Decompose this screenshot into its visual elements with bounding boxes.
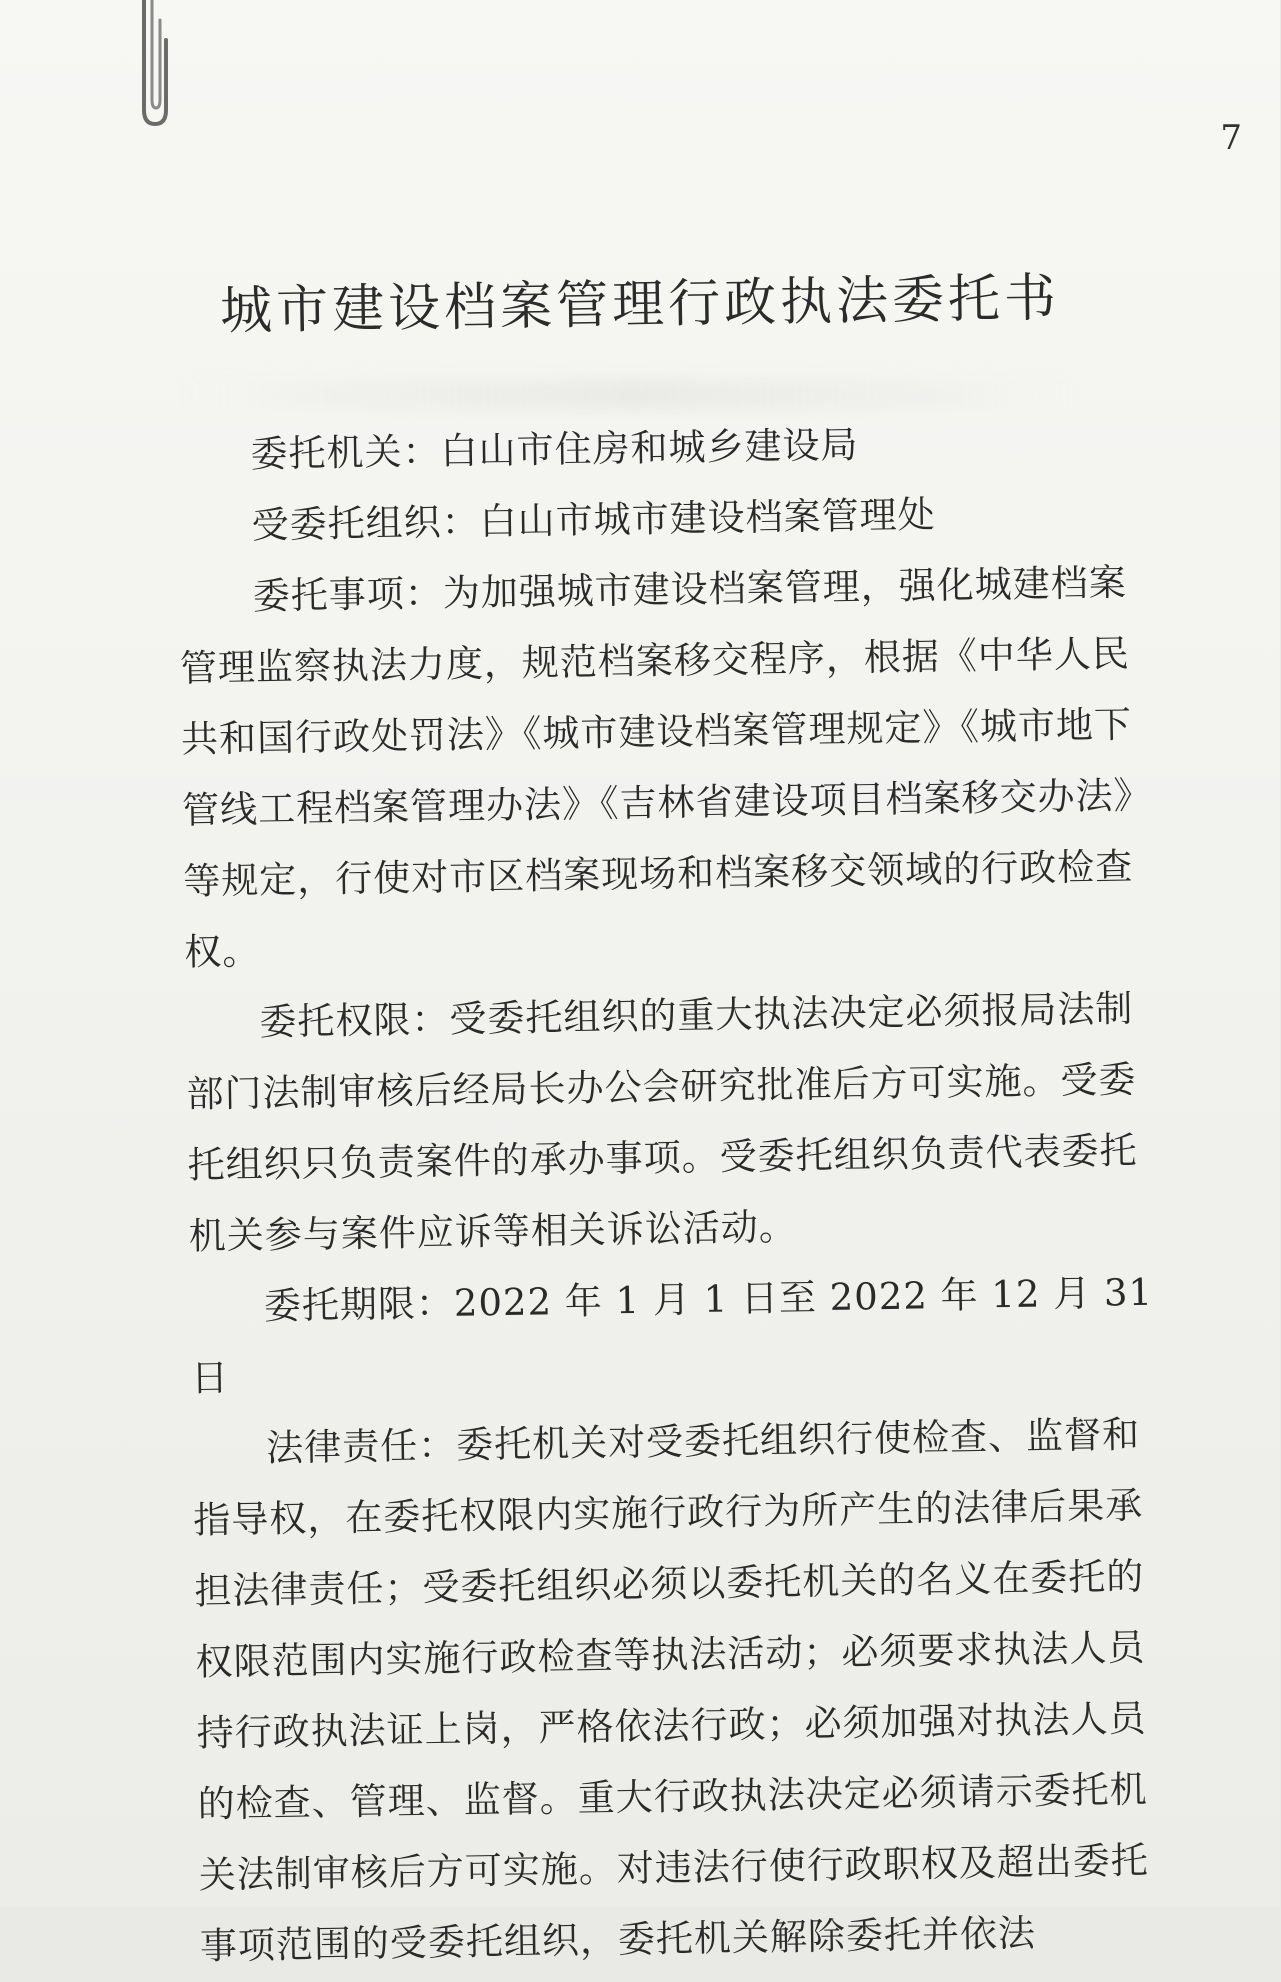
- field-label: 委托权限：: [259, 997, 450, 1044]
- field-value: 为加强城市建设档案管理，强化城建档案管理监察执法力度，规范档案移交程序，根据《中华人民共和国行政处罚法》《城市建设档案管理规定》《城市地下管线工程档案管理办法》《吉林省建设项目档案移交办法》等规定，行使对市区档案现场和档案移交领域的行政检查权。: [179, 561, 1152, 974]
- field-value: 受委托组织的重大执法决定必须报局法制部门法制审核后经局长办公会研究批准后方可实施。受委托组织只负责案件的承办事项。受委托组织负责代表委托机关参与案件应诉等相关诉讼活动。: [186, 987, 1138, 1258]
- document-title: 城市建设档案管理行政执法委托书: [219, 268, 1061, 342]
- field-value: 2022 年 1 月 1 日至 2022 年 12 月 31 日: [190, 1270, 1154, 1400]
- field-value: 白山市住房和城乡建设局: [440, 423, 859, 473]
- field-entrusted-authority-scope: [185, 973, 1159, 1272]
- field-label: 委托期限：: [263, 1281, 455, 1328]
- field-label: 委托事项：: [252, 571, 444, 618]
- page-number: 7: [1220, 118, 1242, 158]
- field-label: 委托机关：: [250, 429, 441, 476]
- field-value: 委托机关对受委托组织行使检查、监督和指导权，在委托权限内实施行政行为所产生的法律后果承担法律责任；受委托组织必须以委托机关的名义在委托的权限范围内实施行政检查等执法活动；必须要求执法人员持行政执法证上岗，严格依法行政；必须加强对执法人员的检查、管理、监督。重大行政执法决定必须请示委托机关法制审核后方可实施。对违法行使行政职权及超出委托事项范围的受委托组织，委托机关解除委托并依法: [192, 1412, 1150, 1968]
- document-body: [176, 405, 1170, 1982]
- paper-clip-icon: [134, 0, 176, 126]
- field-label: 受委托组织：: [251, 500, 480, 547]
- field-legal-liability: [192, 1399, 1171, 1982]
- field-entrustment-period: [189, 1257, 1161, 1414]
- bleed-through-shadow: [180, 380, 1080, 410]
- field-value: 白山市城市建设档案管理处: [479, 493, 936, 544]
- field-label: 法律责任：: [265, 1423, 457, 1470]
- field-entrusted-matters: [178, 547, 1155, 988]
